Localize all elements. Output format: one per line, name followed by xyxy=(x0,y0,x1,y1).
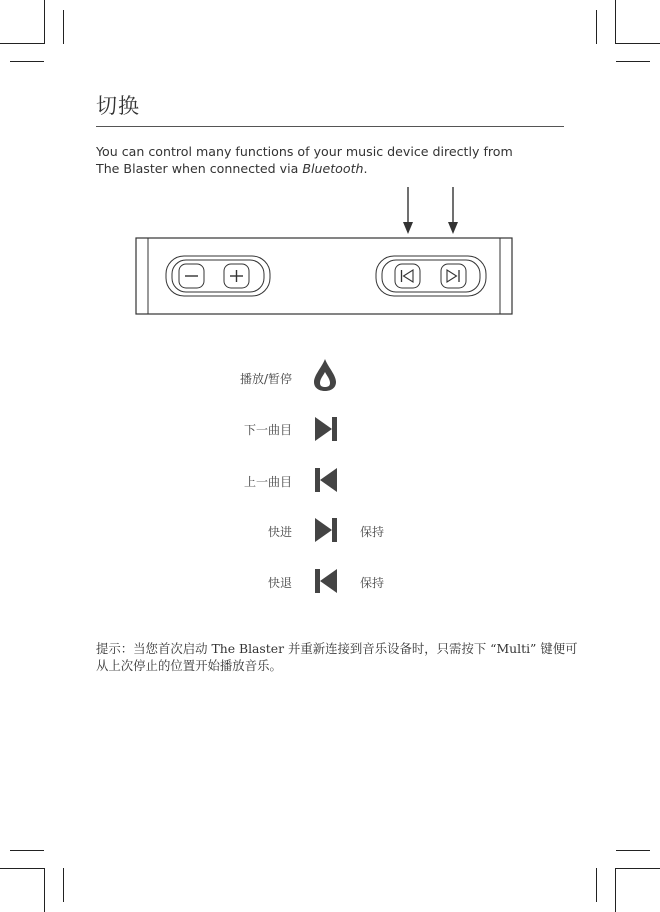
function-label: 上一曲目 xyxy=(243,475,292,489)
function-label: 播放/暂停 xyxy=(239,372,292,386)
previous-track-icon xyxy=(395,264,420,288)
bluetooth-emphasis: Bluetooth xyxy=(302,161,364,176)
arrow-icon xyxy=(403,187,458,234)
function-label: 快进 xyxy=(267,525,292,539)
tip-text xyxy=(96,640,578,674)
tip-line-1: 提示：当您首次启动 The Blaster 并重新连接到音乐设备时，只需按下 “Multi” 键便可 xyxy=(96,641,578,656)
previous-track-icon xyxy=(313,568,339,594)
double-tap-icon xyxy=(312,357,338,393)
volume-control-pod xyxy=(166,256,270,296)
next-track-icon xyxy=(313,416,339,442)
speaker-control-panel-diagram xyxy=(130,182,520,322)
tip-line-2: 从上次停止的位置开始播放音乐。 xyxy=(96,658,282,673)
hold-label: 保持 xyxy=(360,576,385,590)
title-rule xyxy=(96,126,564,127)
track-control-pod xyxy=(376,256,486,296)
function-label: 快退 xyxy=(267,576,292,590)
page-title: 切换 xyxy=(96,94,140,118)
hold-label: 保持 xyxy=(360,525,385,539)
intro-line-2-suffix: . xyxy=(363,161,368,176)
previous-track-icon xyxy=(313,467,339,493)
intro-text xyxy=(96,143,513,177)
function-label: 下一曲目 xyxy=(243,423,292,437)
next-track-icon xyxy=(313,517,339,543)
intro-line-1: You can control many functions of your music device directly from xyxy=(96,144,513,159)
next-track-icon xyxy=(441,264,466,288)
intro-line-2 xyxy=(96,160,513,177)
intro-line-2-prefix: The Blaster when connected via xyxy=(96,161,303,176)
